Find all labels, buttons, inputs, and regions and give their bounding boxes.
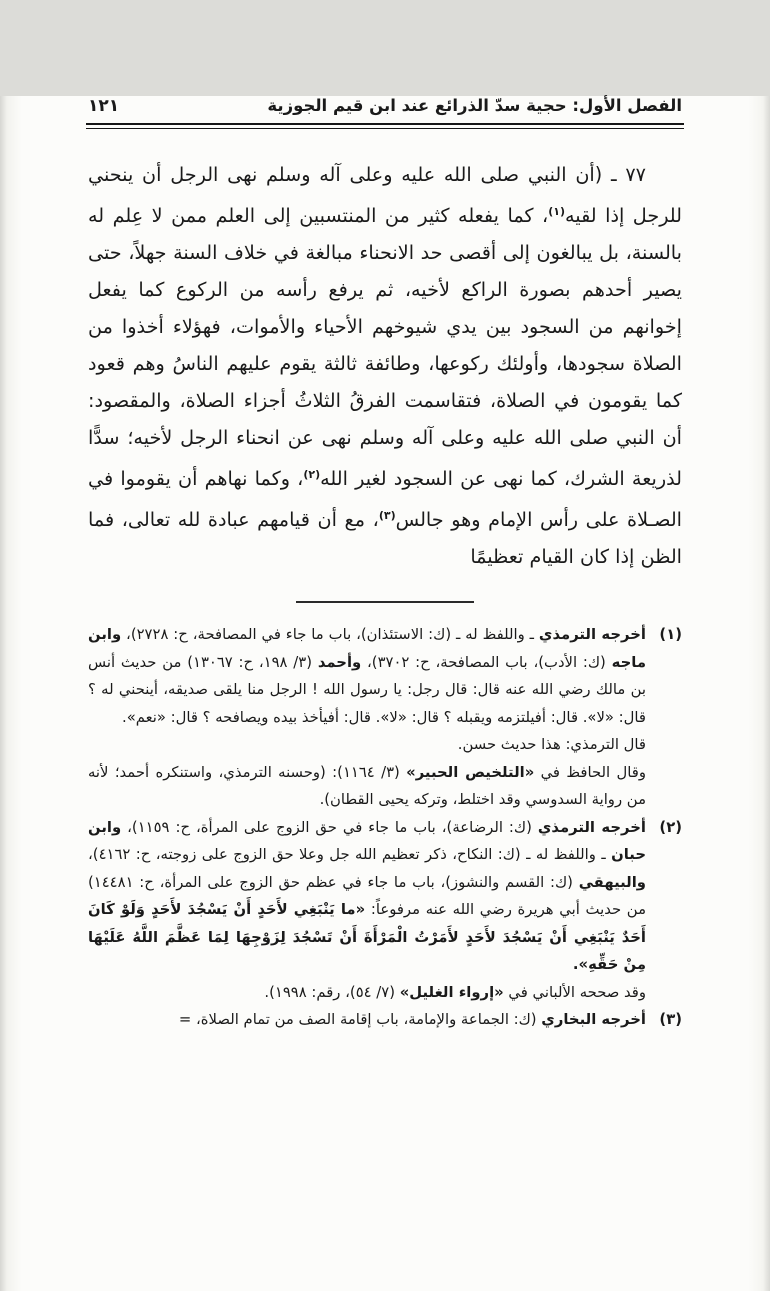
footnote-marker: (١) [548,205,565,218]
page-header [0,96,770,116]
footnote-text: «ما يَنْبَغِي لأَحَدٍ أَنْ يَسْجُدَ لأَحَدٍ وَلَوْ كَانَ أَحَدٌ يَنْبَغِي أَنْ يَسْجُدَ لأَحَدٍ لأَمَرْتُ الْمَرْأَةَ أَنْ تَسْجُدَ لِزَوْجِهَا لِمَا عَظَّمَ اللَّهُ عَلَيْهَا مِنْ حَقِّهِ». [88,901,646,973]
footnote-marker: (٢) [303,468,321,481]
footnote-paragraph [88,621,682,731]
footnote-number: (٢) [659,818,682,836]
footnote-text: «التلخيص الحبير» [406,763,535,781]
footnote-paragraph [88,979,646,1007]
footnote-text: وأحمد [317,653,362,671]
footnote-paragraph [88,759,646,814]
footnote-text: أخرجه الترمذي [538,626,646,643]
footnotes-list [88,621,682,1034]
body-segment: ٧٧ ـ (أن النبي صلى الله عليه وعلى آله وسلم نهى الرجل أن ينحني للرجل إذا لقيه [88,163,682,227]
footnote-text: قال الترمذي: هذا حديث حسن. [457,736,646,753]
footnote-text: ـ واللفظ له ـ (ك: الاستئذان)، باب ما جاء في المصافحة، ح: ٢٧٢٨)، [121,626,539,643]
footnote-text: أخرجه الترمذي [537,818,646,836]
footnote-item [88,621,682,814]
footnote-text: ـ واللفظ له ـ (ك: النكاح، ذكر تعظيم الله جل وعلا حق الزوج على زوجته، ح: ٤١٦٢)، [88,846,612,863]
footnote-text: وقال الحافظ في [534,763,646,781]
footnote-text: أخرجه البخاري [541,1011,646,1028]
footnote-paragraph [88,1006,682,1034]
footnote-text: (ك: الرضاعة)، باب ما جاء في حق الزوج على المرأة، ح: ١١٥٩)، [121,818,538,836]
body-segment: ، مع أن قيامهم عبادة لله تعالى، فما الظن إذا كان القيام تعظيمًا [88,508,682,568]
body-text [88,156,682,575]
footnote-text: وابن حبان [88,818,646,863]
footnote-text: (ك: القسم والنشوز)، باب ما جاء في عظم حق الزوج على المرأة، ح: ١٤٤٨١) من حديث أبي هريرة رضي الله عنه مرفوعاً: [88,873,647,918]
footnote-number: (١) [659,626,682,643]
footnote-paragraph [88,814,682,979]
footnote-text: (٧/ ٥٤)، رقم: ١٩٩٨). [264,983,400,1001]
body-segment: ، كما يفعله كثير من المنتسبين إلى العلم ممن لا عِلم له بالسنة، بل يبالغون إلى أقصى حد الانحناء مبالغة في خلاف السنة جهلاً، حتى يصير أحدهم بصورة الراكع لأخيه، ثم يرفع رأسه من الركوع كما يفعل إخوانهم من السجود بين يدي شيوخهم الأحياء والأموات، فهؤلاء أخذوا من الصلاة سجودها، وأولئك ركوعها، وطائفة ثالثة يقوم عليهم الناسُ وهم قعود كما يقومون في الصلاة، فتقاسمت الفرقُ الثلاثُ أجزاء الصلاة، والمقصود: أن النبي صلى الله عليه وعلى آله وسلم نهى عن انحناء الرجل لأخيه؛ سدًّا لذريعة الشرك، كما نهى عن السجود لغير الله [88,204,683,490]
footnote-text: (ك: الجماعة والإمامة، باب إقامة الصف من تمام الصلاة، = [178,1011,542,1028]
footnote-item [88,814,682,1007]
footnote-text: (٣/ ١١٦٤): (وحسنه الترمذي، واستنكره أحمد؛ لأنه من رواية السدوسي وقد اختلط، وتركه يحيى القطان). [88,763,646,808]
footnote-text: (٣/ ١٩٨، ح: ١٣٠٦٧) من حديث أنس بن مالك رضي الله عنه قال: قال رجل: يا رسول الله ! الرجل منا يلقى صديقه، أينحني له ؟ قال: «لا». قال: أفيلتزمه ويقبله ؟ قال: «لا». قال: أفيأخذ بيده ويصافحه ؟ قال: «نعم». [88,653,646,726]
footnote-text: وابن ماجه [88,626,646,671]
footnote-marker: (٣) [378,509,396,522]
footnote-text: والبيهقي [578,873,646,891]
footnote-number: (٣) [659,1011,682,1028]
header-rule [86,123,684,129]
footnote-separator [296,601,474,603]
footnote-item [88,1006,682,1034]
page-number: ١٢١ [88,96,120,116]
footnote-paragraph [88,731,646,759]
footnote-text: وقد صححه الألباني في [503,983,646,1001]
body-segment: ، وكما نهاهم أن يقوموا في الصـلاة على رأس الإمام وهو جالس [88,467,682,531]
chapter-title: الفصل الأول: حجية سدّ الذرائع عند ابن قيم الجوزية [267,96,682,115]
footnote-text: «إرواء الغليل» [399,983,504,1001]
footnote-text: (ك: الأدب)، باب المصافحة، ح: ٣٧٠٢)، [361,653,612,671]
page-container [0,96,770,1291]
